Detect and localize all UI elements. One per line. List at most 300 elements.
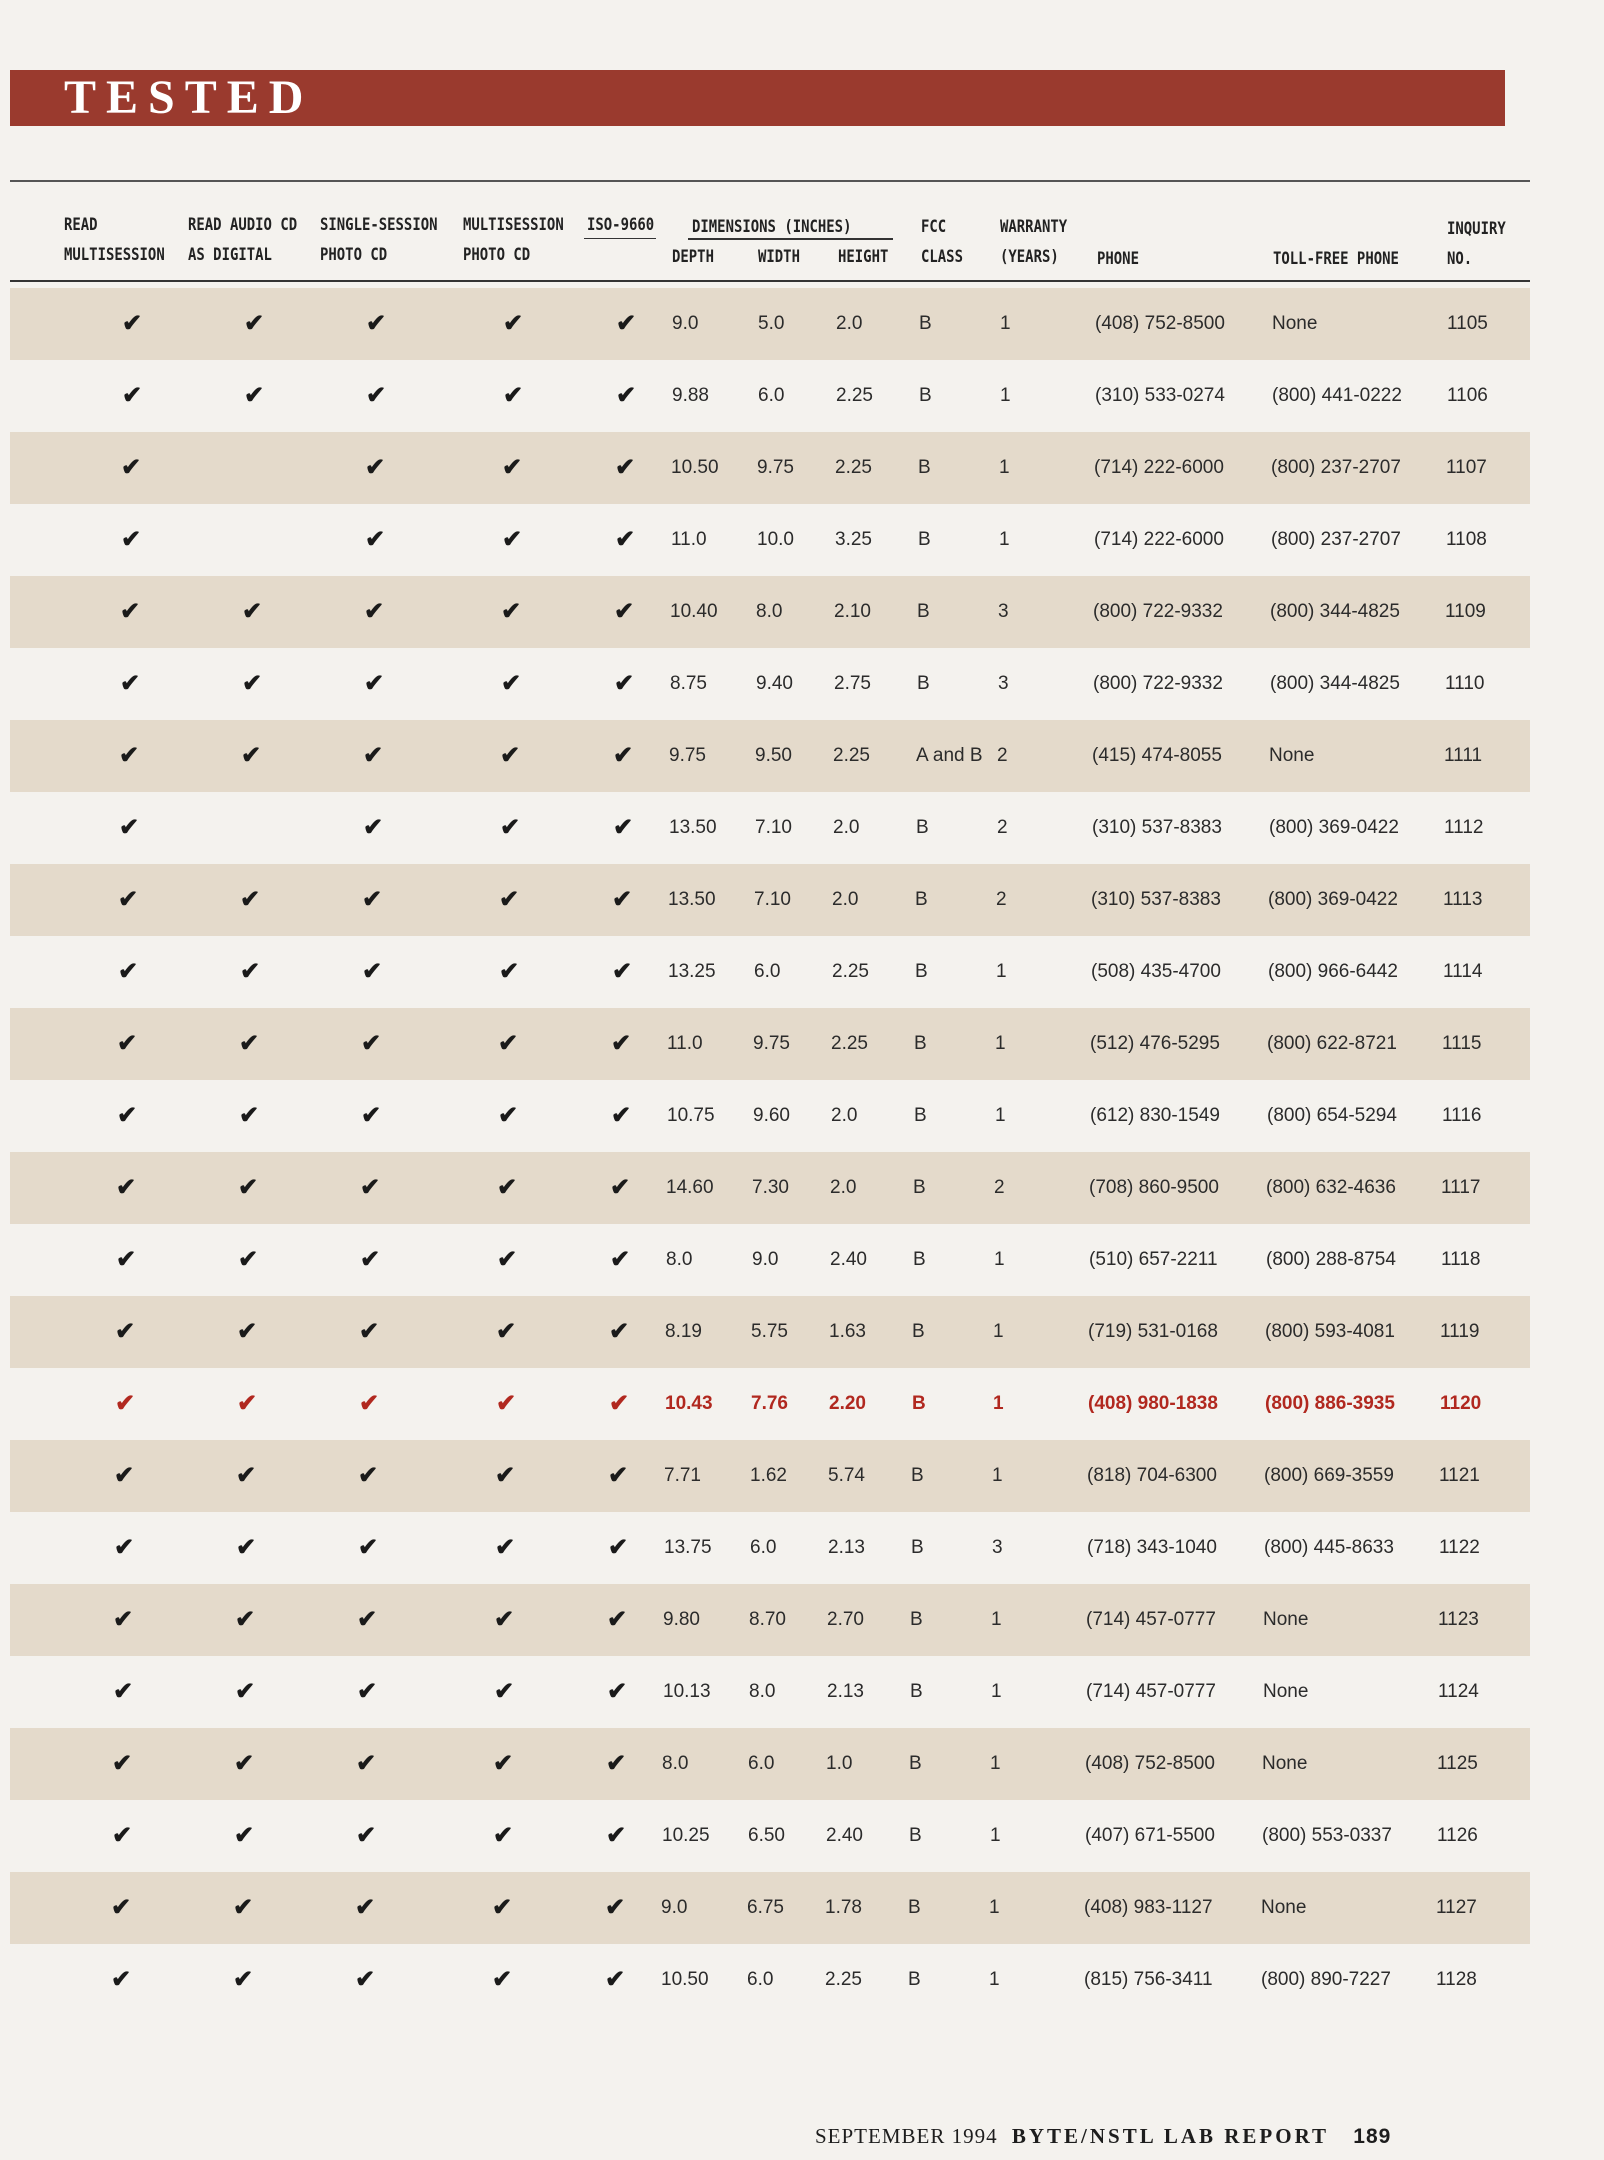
read-multisession-check: ✔ bbox=[113, 1678, 134, 1705]
width-cell: 6.0 bbox=[748, 1753, 775, 1774]
phone-cell: (415) 474-8055 bbox=[1092, 745, 1222, 766]
tollfree-cell: (800) 445-8633 bbox=[1264, 1537, 1394, 1558]
single-session-check: ✔ bbox=[361, 1030, 382, 1057]
tollfree-cell: None bbox=[1263, 1681, 1309, 1702]
depth-cell: 11.0 bbox=[671, 529, 707, 550]
height-cell: 1.0 bbox=[826, 1753, 853, 1774]
header-iso: ISO-9660 bbox=[587, 215, 655, 235]
read-audio-check: ✔ bbox=[240, 886, 261, 913]
width-cell: 10.0 bbox=[757, 529, 794, 550]
read-multisession-check: ✔ bbox=[118, 886, 139, 913]
read-multisession-check: ✔ bbox=[112, 1822, 133, 1849]
fcc-class-cell: B bbox=[914, 1033, 927, 1054]
read-multisession-check: ✔ bbox=[114, 1534, 135, 1561]
divider bbox=[10, 180, 1530, 182]
read-multisession-check: ✔ bbox=[115, 1318, 136, 1345]
height-cell: 1.78 bbox=[825, 1897, 862, 1918]
inquiry-cell: 1114 bbox=[1443, 961, 1483, 982]
warranty-cell: 1 bbox=[989, 1897, 1000, 1918]
fcc-class-cell: B bbox=[912, 1321, 925, 1342]
width-cell: 6.0 bbox=[747, 1969, 774, 1990]
width-cell: 6.0 bbox=[754, 961, 781, 982]
single-session-check: ✔ bbox=[362, 958, 383, 985]
read-audio-check: ✔ bbox=[244, 310, 265, 337]
phone-cell: (800) 722-9332 bbox=[1093, 673, 1223, 694]
divider bbox=[10, 280, 1530, 282]
iso-check: ✔ bbox=[608, 1534, 629, 1561]
height-cell: 2.25 bbox=[836, 385, 873, 406]
height-cell: 2.40 bbox=[826, 1825, 863, 1846]
inquiry-cell: 1127 bbox=[1436, 1897, 1477, 1918]
phone-cell: (714) 222-6000 bbox=[1094, 529, 1224, 550]
width-cell: 8.0 bbox=[756, 601, 783, 622]
header-depth: DEPTH bbox=[672, 247, 714, 267]
warranty-cell: 1 bbox=[996, 961, 1007, 982]
width-cell: 7.76 bbox=[751, 1393, 788, 1414]
depth-cell: 9.80 bbox=[663, 1609, 700, 1630]
read-audio-check: ✔ bbox=[235, 1678, 256, 1705]
tollfree-cell: None bbox=[1262, 1753, 1308, 1774]
iso-check: ✔ bbox=[608, 1462, 629, 1489]
depth-cell: 9.75 bbox=[669, 745, 706, 766]
single-session-check: ✔ bbox=[361, 1102, 382, 1129]
single-session-check: ✔ bbox=[364, 670, 385, 697]
read-multisession-check: ✔ bbox=[122, 310, 143, 337]
phone-cell: (510) 657-2211 bbox=[1089, 1249, 1218, 1270]
width-cell: 6.75 bbox=[747, 1897, 784, 1918]
width-cell: 8.0 bbox=[749, 1681, 776, 1702]
multisession-photo-check: ✔ bbox=[500, 814, 521, 841]
iso-check: ✔ bbox=[613, 814, 634, 841]
table-row bbox=[10, 720, 1530, 792]
read-audio-check: ✔ bbox=[240, 958, 261, 985]
height-cell: 2.40 bbox=[830, 1249, 867, 1270]
fcc-class-cell: B bbox=[910, 1609, 923, 1630]
tollfree-cell: (800) 553-0337 bbox=[1262, 1825, 1392, 1846]
tollfree-cell: (800) 669-3559 bbox=[1264, 1465, 1394, 1486]
multisession-photo-check: ✔ bbox=[495, 1534, 516, 1561]
read-multisession-check: ✔ bbox=[113, 1606, 134, 1633]
warranty-cell: 1 bbox=[1000, 313, 1011, 334]
iso-check: ✔ bbox=[612, 958, 633, 985]
phone-cell: (408) 983-1127 bbox=[1084, 1897, 1213, 1918]
inquiry-cell: 1117 bbox=[1441, 1177, 1481, 1198]
inquiry-cell: 1122 bbox=[1439, 1537, 1480, 1558]
table-row bbox=[10, 1080, 1530, 1152]
width-cell: 9.50 bbox=[755, 745, 792, 766]
read-multisession-check: ✔ bbox=[122, 382, 143, 409]
iso-check: ✔ bbox=[615, 454, 636, 481]
read-audio-check: ✔ bbox=[236, 1534, 257, 1561]
warranty-cell: 1 bbox=[995, 1033, 1006, 1054]
multisession-photo-check: ✔ bbox=[502, 454, 523, 481]
width-cell: 9.75 bbox=[757, 457, 794, 478]
inquiry-cell: 1113 bbox=[1443, 889, 1483, 910]
warranty-cell: 2 bbox=[997, 745, 1008, 766]
multisession-photo-check: ✔ bbox=[498, 1030, 519, 1057]
fcc-class-cell: B bbox=[917, 601, 930, 622]
tollfree-cell: (800) 632-4636 bbox=[1266, 1177, 1396, 1198]
multisession-photo-check: ✔ bbox=[502, 526, 523, 553]
multisession-photo-check: ✔ bbox=[494, 1678, 515, 1705]
warranty-cell: 1 bbox=[994, 1249, 1005, 1270]
inquiry-cell: 1109 bbox=[1445, 601, 1486, 622]
multisession-photo-check: ✔ bbox=[500, 742, 521, 769]
read-audio-check: ✔ bbox=[237, 1390, 258, 1417]
header-dimensions: DIMENSIONS (INCHES) bbox=[692, 217, 852, 237]
multisession-photo-check: ✔ bbox=[492, 1894, 513, 1921]
table-row bbox=[10, 1224, 1530, 1296]
depth-cell: 10.13 bbox=[663, 1681, 711, 1702]
phone-cell: (708) 860-9500 bbox=[1089, 1177, 1219, 1198]
depth-cell: 10.40 bbox=[670, 601, 718, 622]
read-multisession-check: ✔ bbox=[116, 1246, 137, 1273]
read-audio-check: ✔ bbox=[235, 1606, 256, 1633]
header-inquiry-1: INQUIRY bbox=[1447, 219, 1506, 239]
height-cell: 2.0 bbox=[832, 889, 859, 910]
warranty-cell: 1 bbox=[992, 1465, 1003, 1486]
single-session-check: ✔ bbox=[357, 1678, 378, 1705]
read-audio-check: ✔ bbox=[239, 1030, 260, 1057]
depth-cell: 10.43 bbox=[665, 1393, 713, 1414]
phone-cell: (815) 756-3411 bbox=[1084, 1969, 1213, 1990]
read-audio-check: ✔ bbox=[234, 1822, 255, 1849]
iso-check: ✔ bbox=[610, 1174, 631, 1201]
single-session-check: ✔ bbox=[364, 598, 385, 625]
multisession-photo-check: ✔ bbox=[498, 1102, 519, 1129]
inquiry-cell: 1124 bbox=[1438, 1681, 1479, 1702]
depth-cell: 10.50 bbox=[671, 457, 719, 478]
fcc-class-cell: B bbox=[911, 1537, 924, 1558]
height-cell: 2.0 bbox=[833, 817, 860, 838]
phone-cell: (408) 752-8500 bbox=[1095, 313, 1225, 334]
inquiry-cell: 1112 bbox=[1444, 817, 1484, 838]
iso-check: ✔ bbox=[616, 310, 637, 337]
multisession-photo-check: ✔ bbox=[493, 1822, 514, 1849]
table-row bbox=[10, 1296, 1530, 1368]
tollfree-cell: None bbox=[1263, 1609, 1309, 1630]
width-cell: 9.40 bbox=[756, 673, 793, 694]
warranty-cell: 1 bbox=[995, 1105, 1006, 1126]
iso-check: ✔ bbox=[606, 1750, 627, 1777]
divider bbox=[688, 238, 893, 240]
inquiry-cell: 1108 bbox=[1446, 529, 1487, 550]
warranty-cell: 1 bbox=[1000, 385, 1011, 406]
depth-cell: 14.60 bbox=[666, 1177, 714, 1198]
iso-check: ✔ bbox=[605, 1894, 626, 1921]
footer-date: SEPTEMBER 1994 bbox=[815, 2124, 998, 2148]
depth-cell: 10.25 bbox=[662, 1825, 710, 1846]
fcc-class-cell: B bbox=[915, 889, 928, 910]
header-phone: PHONE bbox=[1097, 249, 1139, 269]
warranty-cell: 1 bbox=[993, 1321, 1004, 1342]
height-cell: 2.10 bbox=[834, 601, 871, 622]
table-row bbox=[10, 1584, 1530, 1656]
header-read-multisession-2: MULTISESSION bbox=[64, 245, 165, 265]
phone-cell: (800) 722-9332 bbox=[1093, 601, 1223, 622]
fcc-class-cell: B bbox=[912, 1393, 926, 1414]
single-session-check: ✔ bbox=[358, 1462, 379, 1489]
warranty-cell: 3 bbox=[992, 1537, 1003, 1558]
inquiry-cell: 1107 bbox=[1446, 457, 1487, 478]
tollfree-cell: (800) 237-2707 bbox=[1271, 529, 1401, 550]
read-audio-check: ✔ bbox=[239, 1102, 260, 1129]
iso-check: ✔ bbox=[609, 1390, 630, 1417]
warranty-cell: 1 bbox=[990, 1825, 1001, 1846]
depth-cell: 9.0 bbox=[661, 1897, 688, 1918]
inquiry-cell: 1105 bbox=[1447, 313, 1488, 334]
read-multisession-check: ✔ bbox=[111, 1894, 132, 1921]
tollfree-cell: (800) 654-5294 bbox=[1267, 1105, 1397, 1126]
tollfree-cell: (800) 288-8754 bbox=[1266, 1249, 1396, 1270]
read-multisession-check: ✔ bbox=[120, 598, 141, 625]
single-session-check: ✔ bbox=[366, 310, 387, 337]
warranty-cell: 1 bbox=[999, 457, 1010, 478]
phone-cell: (512) 476-5295 bbox=[1090, 1033, 1220, 1054]
phone-cell: (407) 671-5500 bbox=[1085, 1825, 1215, 1846]
width-cell: 6.0 bbox=[750, 1537, 777, 1558]
tollfree-cell: (800) 237-2707 bbox=[1271, 457, 1401, 478]
inquiry-cell: 1115 bbox=[1442, 1033, 1482, 1054]
read-multisession-check: ✔ bbox=[114, 1462, 135, 1489]
read-multisession-check: ✔ bbox=[119, 814, 140, 841]
iso-check: ✔ bbox=[607, 1606, 628, 1633]
header-multisession-photo-2: PHOTO CD bbox=[463, 245, 531, 265]
inquiry-cell: 1125 bbox=[1437, 1753, 1478, 1774]
depth-cell: 13.50 bbox=[669, 817, 717, 838]
fcc-class-cell: B bbox=[916, 817, 929, 838]
depth-cell: 9.0 bbox=[672, 313, 699, 334]
multisession-photo-check: ✔ bbox=[497, 1246, 518, 1273]
table-row bbox=[10, 1872, 1530, 1944]
read-audio-check: ✔ bbox=[233, 1894, 254, 1921]
table-row bbox=[10, 1152, 1530, 1224]
width-cell: 8.70 bbox=[749, 1609, 786, 1630]
table-row bbox=[10, 288, 1530, 360]
multisession-photo-check: ✔ bbox=[499, 958, 520, 985]
table-row bbox=[10, 864, 1530, 936]
table-row bbox=[10, 1368, 1530, 1440]
read-audio-check: ✔ bbox=[238, 1174, 259, 1201]
read-multisession-check: ✔ bbox=[117, 1102, 138, 1129]
single-session-check: ✔ bbox=[360, 1246, 381, 1273]
multisession-photo-check: ✔ bbox=[503, 310, 524, 337]
table-row bbox=[10, 936, 1530, 1008]
height-cell: 2.0 bbox=[830, 1177, 857, 1198]
inquiry-cell: 1106 bbox=[1447, 385, 1488, 406]
single-session-check: ✔ bbox=[355, 1966, 376, 1993]
tollfree-cell: (800) 886-3935 bbox=[1265, 1393, 1395, 1414]
depth-cell: 11.0 bbox=[667, 1033, 703, 1054]
fcc-class-cell: B bbox=[913, 1177, 926, 1198]
fcc-class-cell: B bbox=[909, 1825, 922, 1846]
header-inquiry-2: NO. bbox=[1447, 249, 1473, 269]
read-audio-check: ✔ bbox=[236, 1462, 257, 1489]
tollfree-cell: (800) 890-7227 bbox=[1261, 1969, 1391, 1990]
inquiry-cell: 1111 bbox=[1444, 745, 1483, 766]
width-cell: 6.50 bbox=[748, 1825, 785, 1846]
single-session-check: ✔ bbox=[356, 1750, 377, 1777]
height-cell: 2.75 bbox=[834, 673, 871, 694]
warranty-cell: 1 bbox=[991, 1609, 1002, 1630]
single-session-check: ✔ bbox=[356, 1822, 377, 1849]
read-multisession-check: ✔ bbox=[121, 526, 142, 553]
iso-check: ✔ bbox=[611, 1030, 632, 1057]
width-cell: 7.10 bbox=[754, 889, 791, 910]
table-row bbox=[10, 792, 1530, 864]
header-read-audio-2: AS DIGITAL bbox=[188, 245, 272, 265]
page-number: 189 bbox=[1353, 2125, 1392, 2148]
height-cell: 2.0 bbox=[836, 313, 863, 334]
section-banner bbox=[10, 70, 1505, 126]
width-cell: 7.30 bbox=[752, 1177, 789, 1198]
read-multisession-check: ✔ bbox=[111, 1966, 132, 1993]
iso-check: ✔ bbox=[614, 598, 635, 625]
single-session-check: ✔ bbox=[358, 1534, 379, 1561]
single-session-check: ✔ bbox=[365, 526, 386, 553]
read-multisession-check: ✔ bbox=[119, 742, 140, 769]
height-cell: 2.25 bbox=[835, 457, 872, 478]
header-height: HEIGHT bbox=[838, 247, 889, 267]
section-title: TESTED bbox=[64, 71, 314, 124]
inquiry-cell: 1118 bbox=[1441, 1249, 1481, 1270]
height-cell: 2.13 bbox=[827, 1681, 864, 1702]
iso-check: ✔ bbox=[615, 526, 636, 553]
tollfree-cell: (800) 622-8721 bbox=[1267, 1033, 1397, 1054]
table-row bbox=[10, 1440, 1530, 1512]
fcc-class-cell: B bbox=[910, 1681, 923, 1702]
divider bbox=[584, 238, 656, 239]
header-tollfree: TOLL-FREE PHONE bbox=[1273, 249, 1399, 269]
table-row bbox=[10, 1512, 1530, 1584]
multisession-photo-check: ✔ bbox=[501, 670, 522, 697]
width-cell: 9.60 bbox=[753, 1105, 790, 1126]
depth-cell: 8.0 bbox=[662, 1753, 689, 1774]
fcc-class-cell: B bbox=[919, 313, 932, 334]
width-cell: 9.75 bbox=[753, 1033, 790, 1054]
tollfree-cell: None bbox=[1269, 745, 1315, 766]
tollfree-cell: None bbox=[1261, 1897, 1307, 1918]
height-cell: 2.25 bbox=[825, 1969, 862, 1990]
iso-check: ✔ bbox=[613, 742, 634, 769]
read-audio-check: ✔ bbox=[241, 742, 262, 769]
fcc-class-cell: B bbox=[909, 1753, 922, 1774]
inquiry-cell: 1126 bbox=[1437, 1825, 1478, 1846]
depth-cell: 7.71 bbox=[664, 1465, 701, 1486]
multisession-photo-check: ✔ bbox=[499, 886, 520, 913]
fcc-class-cell: B bbox=[913, 1249, 926, 1270]
depth-cell: 10.50 bbox=[661, 1969, 709, 1990]
read-audio-check: ✔ bbox=[233, 1966, 254, 1993]
read-multisession-check: ✔ bbox=[121, 454, 142, 481]
fcc-class-cell: B bbox=[917, 673, 930, 694]
height-cell: 2.25 bbox=[832, 961, 869, 982]
tollfree-cell: (800) 369-0422 bbox=[1268, 889, 1398, 910]
phone-cell: (714) 457-0777 bbox=[1086, 1681, 1216, 1702]
multisession-photo-check: ✔ bbox=[496, 1318, 517, 1345]
header-warranty-2: (YEARS) bbox=[1000, 247, 1059, 267]
depth-cell: 9.88 bbox=[672, 385, 709, 406]
height-cell: 2.25 bbox=[833, 745, 870, 766]
read-multisession-check: ✔ bbox=[112, 1750, 133, 1777]
phone-cell: (612) 830-1549 bbox=[1090, 1105, 1220, 1126]
read-multisession-check: ✔ bbox=[120, 670, 141, 697]
iso-check: ✔ bbox=[612, 886, 633, 913]
depth-cell: 8.19 bbox=[665, 1321, 702, 1342]
height-cell: 2.20 bbox=[829, 1393, 866, 1414]
table-row bbox=[10, 1728, 1530, 1800]
warranty-cell: 1 bbox=[990, 1753, 1001, 1774]
tollfree-cell: None bbox=[1272, 313, 1318, 334]
fcc-class-cell: B bbox=[919, 385, 932, 406]
multisession-photo-check: ✔ bbox=[492, 1966, 513, 1993]
width-cell: 5.0 bbox=[758, 313, 785, 334]
iso-check: ✔ bbox=[611, 1102, 632, 1129]
table-row bbox=[10, 504, 1530, 576]
width-cell: 5.75 bbox=[751, 1321, 788, 1342]
iso-check: ✔ bbox=[610, 1246, 631, 1273]
header-single-session-2: PHOTO CD bbox=[320, 245, 388, 265]
depth-cell: 8.0 bbox=[666, 1249, 693, 1270]
depth-cell: 13.50 bbox=[668, 889, 716, 910]
multisession-photo-check: ✔ bbox=[494, 1606, 515, 1633]
single-session-check: ✔ bbox=[363, 742, 384, 769]
tollfree-cell: (800) 344-4825 bbox=[1270, 673, 1400, 694]
width-cell: 9.0 bbox=[752, 1249, 779, 1270]
warranty-cell: 2 bbox=[994, 1177, 1005, 1198]
fcc-class-cell: B bbox=[908, 1897, 921, 1918]
warranty-cell: 1 bbox=[993, 1393, 1004, 1414]
phone-cell: (508) 435-4700 bbox=[1091, 961, 1221, 982]
phone-cell: (310) 537-8383 bbox=[1091, 889, 1221, 910]
height-cell: 5.74 bbox=[828, 1465, 865, 1486]
multisession-photo-check: ✔ bbox=[497, 1174, 518, 1201]
read-multisession-check: ✔ bbox=[116, 1174, 137, 1201]
single-session-check: ✔ bbox=[359, 1390, 380, 1417]
depth-cell: 10.75 bbox=[667, 1105, 715, 1126]
warranty-cell: 1 bbox=[999, 529, 1010, 550]
table-row bbox=[10, 1008, 1530, 1080]
height-cell: 2.70 bbox=[827, 1609, 864, 1630]
single-session-check: ✔ bbox=[357, 1606, 378, 1633]
fcc-class-cell: B bbox=[911, 1465, 924, 1486]
read-audio-check: ✔ bbox=[244, 382, 265, 409]
inquiry-cell: 1121 bbox=[1439, 1465, 1480, 1486]
depth-cell: 13.75 bbox=[664, 1537, 712, 1558]
inquiry-cell: 1123 bbox=[1438, 1609, 1479, 1630]
table-row bbox=[10, 432, 1530, 504]
fcc-class-cell: B bbox=[918, 529, 931, 550]
depth-cell: 13.25 bbox=[668, 961, 716, 982]
iso-check: ✔ bbox=[607, 1678, 628, 1705]
header-single-session-1: SINGLE-SESSION bbox=[320, 215, 438, 235]
fcc-class-cell: B bbox=[915, 961, 928, 982]
width-cell: 6.0 bbox=[758, 385, 785, 406]
multisession-photo-check: ✔ bbox=[501, 598, 522, 625]
multisession-photo-check: ✔ bbox=[496, 1390, 517, 1417]
table-row bbox=[10, 1944, 1530, 2016]
header-fcc-1: FCC bbox=[921, 217, 947, 237]
footer-publication: BYTE/NSTL LAB REPORT bbox=[1011, 2124, 1330, 2148]
multisession-photo-check: ✔ bbox=[493, 1750, 514, 1777]
inquiry-cell: 1120 bbox=[1440, 1393, 1482, 1414]
table-row bbox=[10, 1800, 1530, 1872]
warranty-cell: 2 bbox=[996, 889, 1007, 910]
read-multisession-check: ✔ bbox=[117, 1030, 138, 1057]
single-session-check: ✔ bbox=[365, 454, 386, 481]
header-warranty-1: WARRANTY bbox=[1000, 217, 1068, 237]
header-read-audio-1: READ AUDIO CD bbox=[188, 215, 298, 235]
